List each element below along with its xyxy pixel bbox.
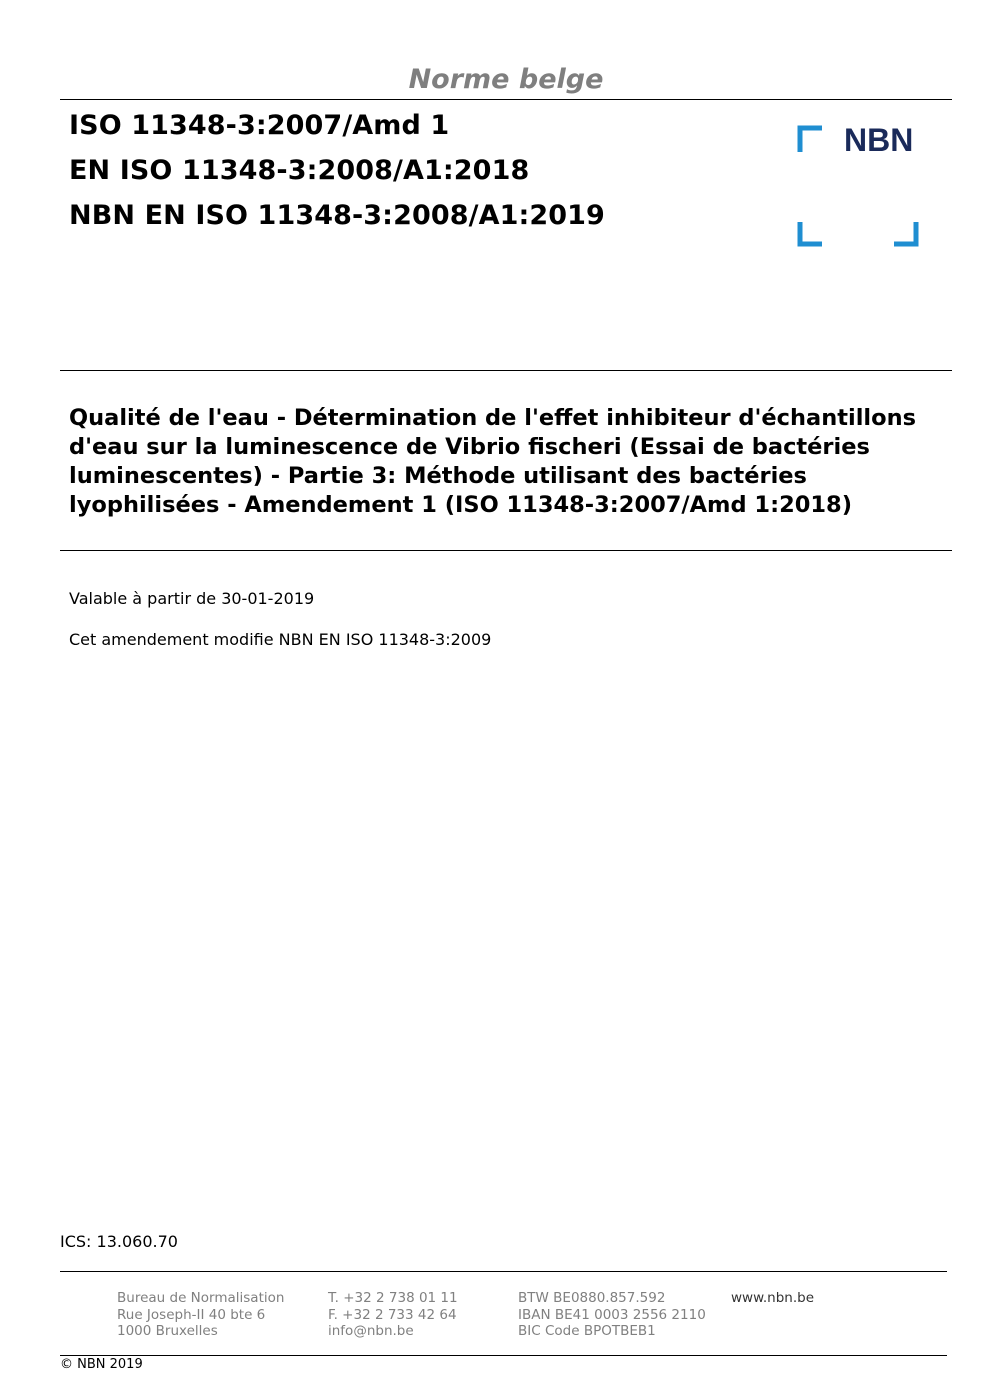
footer-bank (518, 1290, 706, 1340)
nbn-logo (796, 124, 920, 248)
en-reference: EN ISO 11348-3:2008/A1:2018 (69, 155, 530, 186)
footer-address (117, 1290, 284, 1340)
logo-bracket-bottom-right (894, 222, 916, 244)
ics-code: ICS: 13.060.70 (60, 1232, 178, 1251)
logo-bracket-bottom-left (800, 222, 822, 244)
footer-line: Rue Joseph-II 40 bte 6 (117, 1306, 266, 1323)
footer-line: BTW BE0880.857.592 (518, 1290, 666, 1306)
amendment-note: Cet amendement modifie NBN EN ISO 11348-3:2009 (69, 630, 492, 649)
logo-text: NBN (844, 122, 914, 158)
footer-bottom-rule (60, 1355, 947, 1356)
footer-phone: T. +32 2 738 01 11 (328, 1290, 458, 1306)
logo-bracket-top-left (800, 128, 822, 152)
footer-email-link[interactable]: info@nbn.be (328, 1323, 414, 1339)
valid-from-date: Valable à partir de 30-01-2019 (69, 589, 315, 608)
title-line: d'eau sur la luminescence de Vibrio fischeri (Essai de bactéries (69, 434, 870, 460)
footer-contact (328, 1290, 458, 1340)
header-top-rule (60, 99, 952, 100)
footer-line: BIC Code BPOTBEB1 (518, 1323, 656, 1339)
footer-website-link[interactable]: www.nbn.be (731, 1290, 815, 1306)
document-title (69, 404, 954, 520)
title-line: Qualité de l'eau - Détermination de l'effet inhibiteur d'échantillons (69, 405, 917, 431)
footer-line: IBAN BE41 0003 2556 2110 (518, 1306, 706, 1323)
footer-fax: F. +32 2 733 42 64 (328, 1306, 457, 1323)
footer-line: 1000 Bruxelles (117, 1323, 218, 1339)
nbn-reference: NBN EN ISO 11348-3:2008/A1:2019 (69, 200, 605, 231)
title-line: luminescentes) - Partie 3: Méthode utilisant des bactéries (69, 463, 807, 489)
footer-line: Bureau de Normalisation (117, 1290, 285, 1306)
norme-belge-heading: Norme belge (408, 64, 604, 95)
copyright: © NBN 2019 (60, 1357, 143, 1372)
title-bottom-rule (60, 550, 952, 551)
iso-reference: ISO 11348-3:2007/Amd 1 (69, 110, 450, 141)
title-line: lyophilisées - Amendement 1 (ISO 11348-3:2007/Amd 1:2018) (69, 492, 852, 518)
title-top-rule (60, 370, 952, 371)
footer-top-rule (60, 1271, 947, 1272)
